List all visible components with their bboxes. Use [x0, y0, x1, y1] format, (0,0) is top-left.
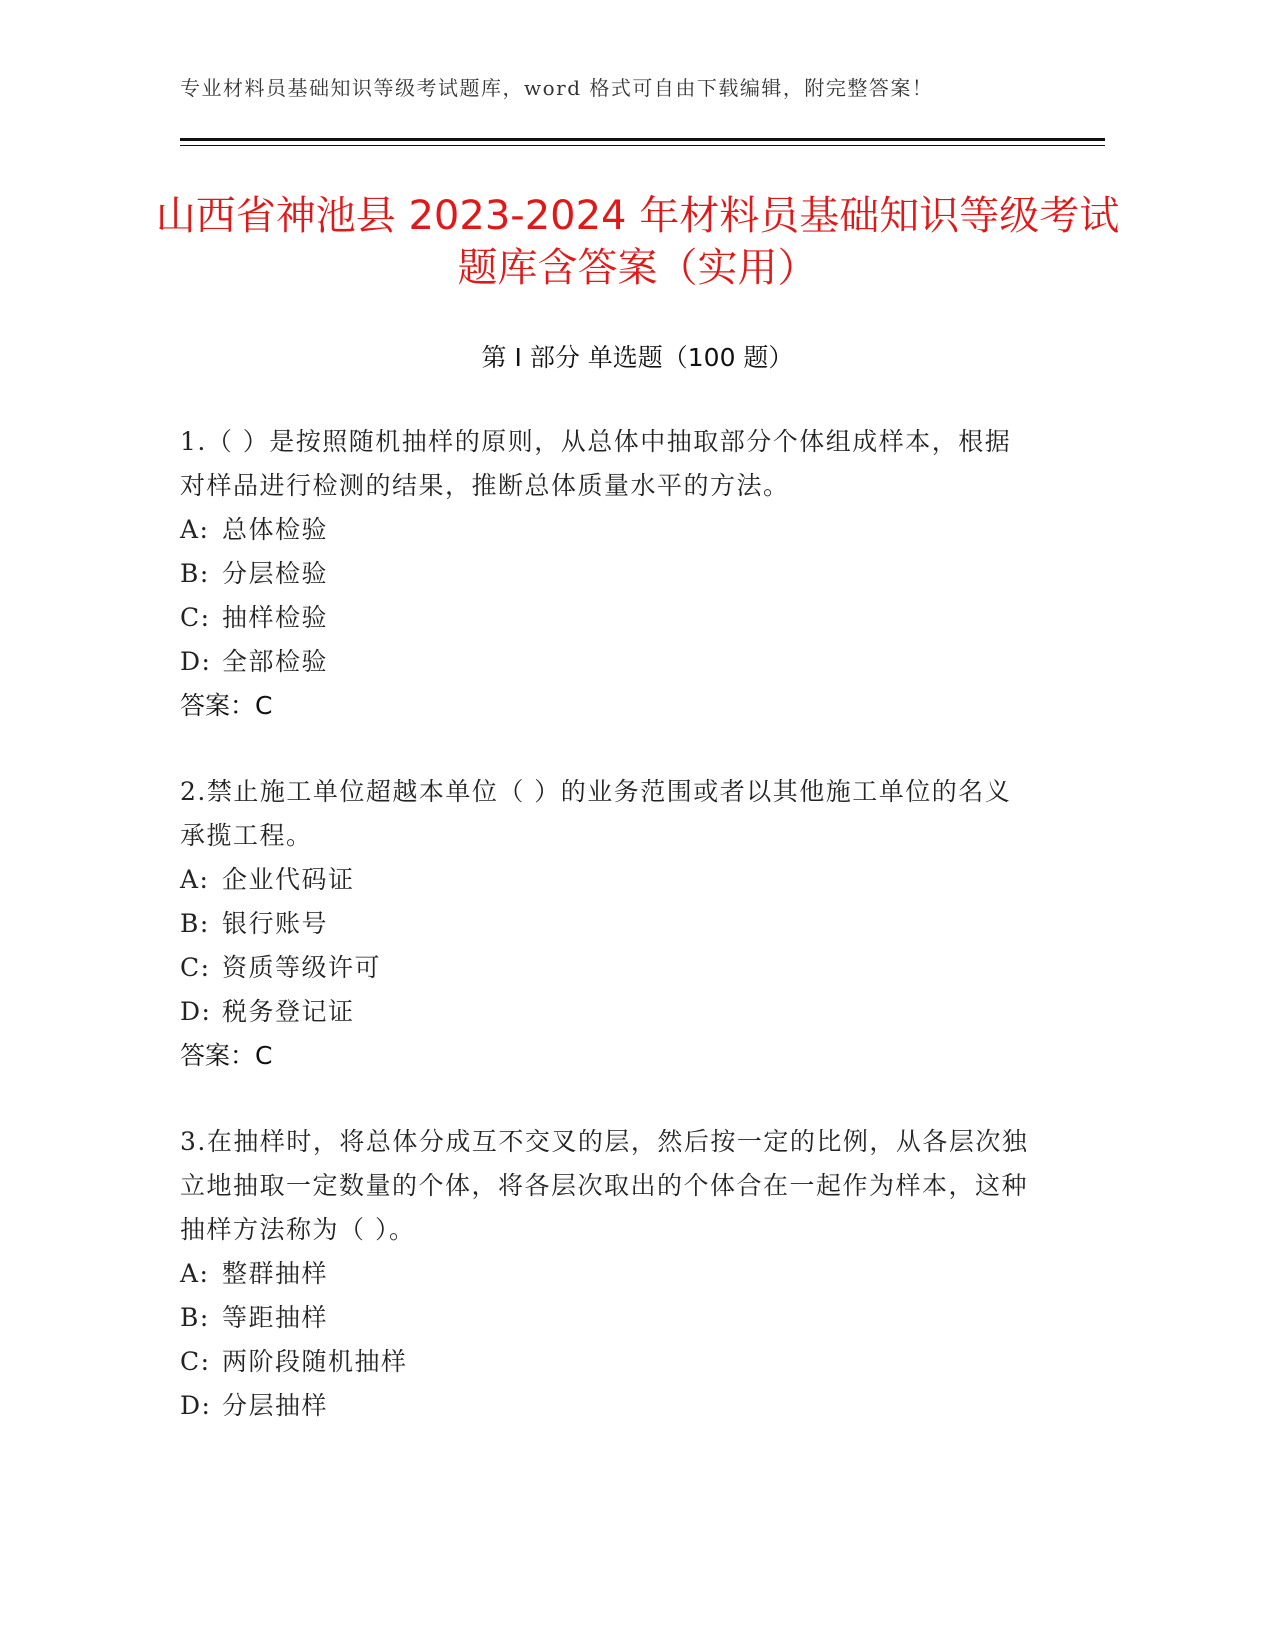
option-key: B: — [180, 1303, 210, 1332]
option-a — [180, 858, 1030, 902]
option-key: B: — [180, 909, 210, 938]
option-key: C: — [180, 1347, 211, 1376]
option-d — [180, 640, 1030, 684]
option-key: C: — [180, 953, 211, 982]
option-text: 整群抽样 — [222, 1259, 329, 1288]
option-c — [180, 946, 1030, 990]
question-stem: 1.（ ）是按照随机抽样的原则，从总体中抽取部分个体组成样本，根据对样品进行检测的结果，推断总体质量水平的方法。 — [180, 427, 1012, 500]
option-text: 抽样检验 — [222, 603, 329, 632]
option-b — [180, 1296, 1030, 1340]
answer-line: 答案：C — [180, 691, 273, 720]
header-note: 专业材料员基础知识等级考试题库，word 格式可自由下载编辑，附完整答案！ — [180, 76, 934, 100]
header-rule-thick — [180, 138, 1105, 141]
option-c — [180, 596, 1030, 640]
option-text: 企业代码证 — [222, 865, 355, 894]
option-text: 分层抽样 — [222, 1391, 329, 1420]
question-2 — [180, 770, 1030, 1078]
option-key: D: — [180, 997, 212, 1026]
section-heading: 第 I 部分 单选题（100 题） — [481, 343, 794, 372]
option-b — [180, 902, 1030, 946]
option-text: 两阶段随机抽样 — [222, 1347, 408, 1376]
option-text: 分层检验 — [222, 559, 329, 588]
option-c — [180, 1340, 1030, 1384]
option-key: D: — [180, 1391, 212, 1420]
answer-line: 答案：C — [180, 1041, 273, 1070]
question-list — [180, 420, 1030, 1470]
option-text: 税务登记证 — [222, 997, 355, 1026]
option-key: A: — [180, 865, 210, 894]
question-stem: 3.在抽样时，将总体分成互不交叉的层，然后按一定的比例，从各层次独立地抽取一定数量的个体，将各层次取出的个体合在一起作为样本，这种抽样方法称为（ ）。 — [180, 1127, 1029, 1244]
option-a — [180, 1252, 1030, 1296]
option-text: 总体检验 — [222, 515, 329, 544]
option-b — [180, 552, 1030, 596]
question-3 — [180, 1120, 1030, 1428]
option-d — [180, 990, 1030, 1034]
option-text: 等距抽样 — [222, 1303, 329, 1332]
option-d — [180, 1384, 1030, 1428]
option-text: 全部检验 — [222, 647, 329, 676]
option-key: B: — [180, 559, 210, 588]
option-key: D: — [180, 647, 212, 676]
question-stem: 2.禁止施工单位超越本单位（ ）的业务范围或者以其他施工单位的名义承揽工程。 — [180, 777, 1012, 850]
document-title: 山西省神池县 2023-2024 年材料员基础知识等级考试题库含答案（实用） — [155, 193, 1120, 291]
option-text: 资质等级许可 — [222, 953, 382, 982]
option-a — [180, 508, 1030, 552]
option-key: C: — [180, 603, 211, 632]
option-key: A: — [180, 1259, 210, 1288]
option-key: A: — [180, 515, 210, 544]
question-1 — [180, 420, 1030, 728]
header-rule-thin — [180, 145, 1105, 146]
option-text: 银行账号 — [222, 909, 329, 938]
